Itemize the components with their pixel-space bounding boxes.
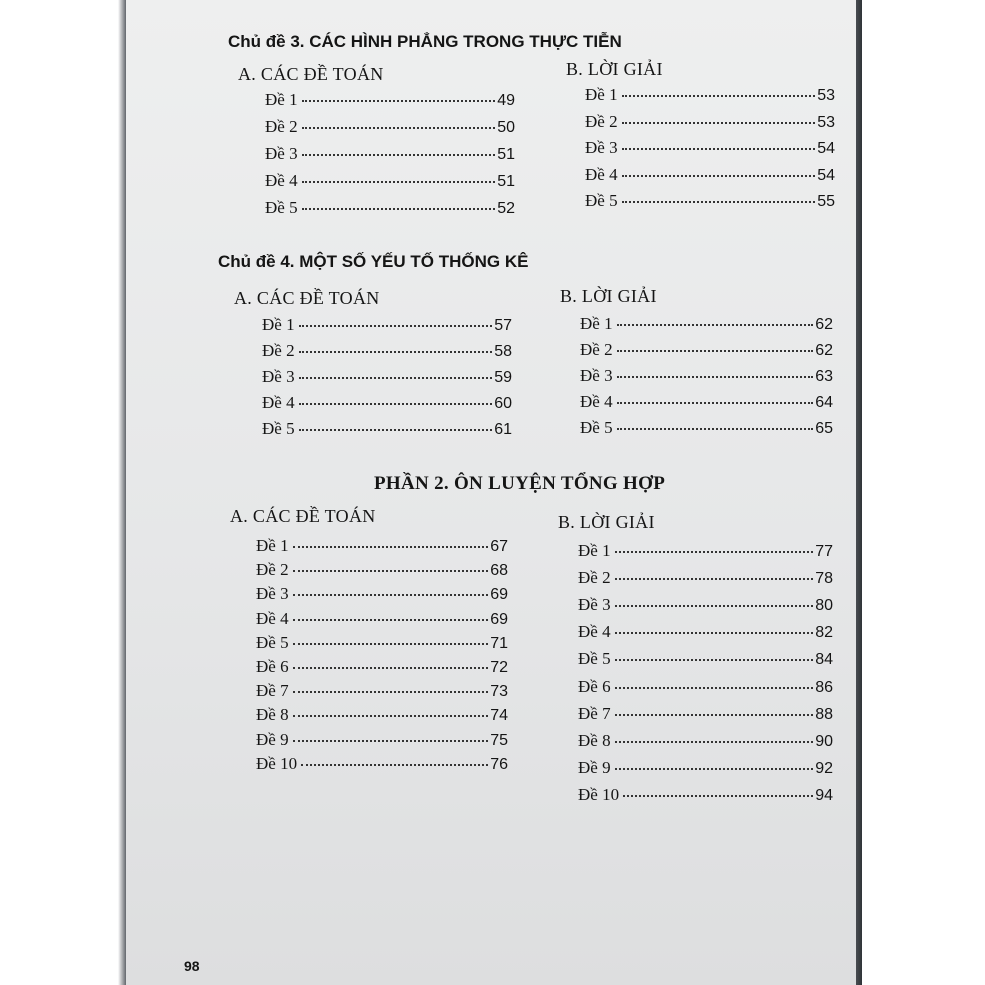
toc-entry-label: Đề 3	[580, 366, 613, 385]
toc-entry-label: Đề 6	[578, 676, 611, 696]
toc-entry-page: 59	[494, 369, 512, 386]
dot-leader	[302, 127, 496, 129]
background-left	[0, 0, 124, 985]
toc-entry-label: Đề 2	[578, 568, 611, 588]
toc-entry	[262, 367, 512, 389]
problems-heading-topic-3: A. CÁC ĐỀ TOÁN	[238, 64, 384, 84]
toc-entry-label: Đề 2	[580, 340, 613, 359]
toc-entry-page: 53	[817, 113, 835, 131]
toc-entry-page: 52	[497, 200, 515, 217]
toc-entry-page: 53	[817, 87, 835, 104]
toc-entry-label: Đề 5	[578, 649, 611, 669]
toc-entry	[578, 677, 833, 699]
toc-entry	[580, 418, 833, 440]
toc-entry-label: Đề 4	[262, 393, 295, 412]
dot-leader	[615, 605, 814, 607]
section-title-part-2: PHẦN 2. ÔN LUYỆN TỔNG HỢP	[374, 473, 666, 494]
problems-heading-topic-4: A. CÁC ĐỀ TOÁN	[234, 288, 380, 308]
dot-leader	[622, 175, 816, 177]
dot-leader	[617, 428, 814, 430]
toc-entry	[256, 730, 508, 752]
toc-entry-label: Đề 7	[578, 703, 611, 723]
toc-entry-label: Đề 4	[585, 164, 618, 184]
toc-entry-page: 60	[494, 395, 512, 412]
dot-leader	[615, 768, 814, 770]
toc-entry-page: 51	[497, 173, 515, 190]
toc-entry-label: Đề 3	[265, 144, 298, 163]
toc-entry-label: Đề 1	[265, 90, 298, 109]
toc-entry	[580, 314, 833, 336]
toc-entry-label: Đề 10	[578, 784, 620, 804]
dot-leader	[302, 181, 496, 183]
toc-entry-page: 62	[815, 316, 833, 333]
toc-entry-page: 63	[815, 368, 833, 385]
toc-entry-page: 78	[815, 570, 833, 588]
dot-leader	[622, 148, 816, 150]
toc-entry-page: 82	[815, 624, 833, 642]
toc-entry-page: 51	[497, 146, 515, 163]
toc-entry-label: Đề 5	[262, 419, 295, 438]
toc-entry-label: Đề 1	[256, 536, 289, 555]
dot-leader	[622, 95, 816, 97]
toc-entry-page: 50	[497, 119, 515, 136]
dot-leader	[301, 764, 488, 766]
toc-entry-page: 57	[494, 317, 512, 334]
dot-leader	[622, 122, 816, 124]
toc-entry-label: Đề 1	[578, 541, 611, 560]
dot-leader	[299, 403, 493, 405]
toc-entry-page: 75	[490, 731, 508, 749]
toc-entry	[265, 90, 515, 112]
dot-leader	[293, 715, 489, 717]
toc-entry-page: 69	[490, 586, 508, 604]
toc-entry	[256, 705, 508, 727]
toc-entry-label: Đề 6	[256, 657, 289, 676]
problems-heading-part-2: A. CÁC ĐỀ TOÁN	[230, 506, 376, 526]
toc-entry	[578, 731, 833, 753]
toc-entry-page: 62	[815, 342, 833, 359]
toc-entry-page: 49	[497, 92, 515, 109]
toc-entry	[580, 340, 833, 362]
toc-entry	[578, 622, 833, 644]
dot-leader	[299, 325, 493, 327]
dot-leader	[617, 350, 814, 352]
dot-leader	[293, 546, 489, 548]
dot-leader	[623, 795, 813, 797]
toc-entry-page: 88	[815, 705, 833, 723]
dot-leader	[302, 154, 496, 156]
toc-entry-label: Đề 2	[256, 560, 289, 580]
toc-entry-page: 94	[815, 786, 833, 804]
dot-leader	[617, 324, 814, 326]
toc-entry-label: Đề 8	[578, 730, 611, 750]
background-right	[858, 0, 985, 985]
dot-leader	[615, 659, 814, 661]
toc-entry-label: Đề 2	[265, 117, 298, 136]
toc-entry-page: 69	[490, 610, 508, 628]
solutions-heading-topic-3: B. LỜI GIẢI	[566, 59, 663, 79]
toc-entry	[265, 171, 515, 193]
toc-entry-page: 84	[815, 651, 833, 669]
toc-entry-label: Đề 9	[578, 757, 611, 777]
toc-entry-page: 80	[815, 597, 833, 615]
section-title-topic-4: Chủ đề 4. MỘT SỐ YẾU TỐ THỐNG KÊ	[218, 252, 529, 271]
toc-entry-label: Đề 5	[580, 418, 613, 437]
toc-entry	[256, 754, 508, 776]
toc-entry-label: Đề 4	[265, 171, 298, 190]
dot-leader	[293, 619, 489, 621]
toc-entry-page: 54	[817, 166, 835, 184]
dot-leader	[615, 714, 814, 716]
toc-entry	[578, 758, 833, 780]
toc-entry-label: Đề 4	[256, 608, 289, 628]
dot-leader	[299, 429, 493, 431]
dot-leader	[622, 201, 816, 203]
toc-entry	[585, 191, 835, 213]
toc-entry	[262, 341, 512, 363]
toc-entry	[262, 419, 512, 441]
toc-entry-label: Đề 10	[256, 753, 298, 773]
toc-entry-label: Đề 1	[262, 315, 295, 334]
section-title-topic-3: Chủ đề 3. CÁC HÌNH PHẲNG TRONG THỰC TIỄN	[228, 32, 622, 51]
toc-entry	[578, 541, 833, 563]
toc-entry-page: 71	[490, 634, 508, 652]
toc-entry-page: 76	[490, 755, 508, 773]
toc-entry	[265, 117, 515, 139]
toc-entry	[256, 560, 508, 582]
dot-leader	[617, 402, 814, 404]
toc-entry-label: Đề 1	[585, 85, 618, 104]
toc-entry-label: Đề 8	[256, 705, 289, 725]
toc-entry-page: 92	[815, 759, 833, 777]
toc-entry-page: 54	[817, 140, 835, 157]
toc-entry-page: 73	[490, 683, 508, 701]
toc-entry-page: 64	[815, 394, 833, 411]
toc-entry-label: Đề 1	[580, 314, 613, 333]
toc-entry	[256, 536, 508, 558]
toc-entry-page: 72	[490, 659, 508, 676]
toc-entry	[578, 595, 833, 617]
dot-leader	[299, 351, 493, 353]
toc-entry-page: 90	[815, 732, 833, 750]
dot-leader	[299, 377, 493, 379]
toc-entry-page: 55	[817, 193, 835, 210]
toc-entry	[256, 657, 508, 679]
toc-entry-page: 58	[494, 343, 512, 360]
toc-entry-page: 68	[490, 562, 508, 580]
toc-entry	[585, 112, 835, 134]
dot-leader	[293, 740, 489, 742]
page-number: 98	[184, 958, 200, 974]
toc-entry	[256, 609, 508, 631]
toc-entry	[585, 85, 835, 107]
toc-entry-page: 77	[815, 543, 833, 560]
toc-entry	[578, 568, 833, 590]
solutions-heading-topic-4: B. LỜI GIẢI	[560, 286, 657, 306]
toc-entry-label: Đề 3	[262, 367, 295, 386]
dot-leader	[293, 643, 489, 645]
toc-entry-label: Đề 4	[580, 392, 613, 411]
toc-entry	[256, 584, 508, 606]
solutions-heading-part-2: B. LỜI GIẢI	[558, 512, 655, 532]
dot-leader	[615, 687, 814, 689]
dot-leader	[302, 100, 496, 102]
dot-leader	[293, 570, 489, 572]
toc-entry	[578, 785, 833, 807]
toc-entry	[265, 144, 515, 166]
toc-entry	[256, 633, 508, 655]
toc-entry	[585, 165, 835, 187]
toc-entry-label: Đề 5	[265, 198, 298, 217]
toc-entry-page: 65	[815, 420, 833, 437]
dot-leader	[615, 741, 814, 743]
toc-entry-page: 86	[815, 678, 833, 696]
toc-entry-page: 74	[490, 707, 508, 725]
toc-entry-label: Đề 9	[256, 729, 289, 749]
toc-entry-label: Đề 3	[578, 595, 611, 615]
toc-entry	[265, 198, 515, 220]
dot-leader	[302, 208, 496, 210]
dot-leader	[615, 578, 814, 580]
toc-entry	[256, 681, 508, 703]
toc-entry	[262, 393, 512, 415]
dot-leader	[293, 667, 489, 669]
toc-entry	[585, 138, 835, 160]
toc-entry	[578, 704, 833, 726]
toc-entry-label: Đề 7	[256, 681, 289, 701]
toc-entry	[580, 392, 833, 414]
toc-entry-label: Đề 2	[262, 341, 295, 360]
toc-entry	[262, 315, 512, 337]
toc-entry-label: Đề 5	[585, 191, 618, 210]
toc-entry-label: Đề 2	[585, 111, 618, 131]
toc-entry-label: Đề 3	[585, 138, 618, 157]
dot-leader	[293, 691, 489, 693]
toc-entry-label: Đề 5	[256, 632, 289, 652]
toc-entry-label: Đề 4	[578, 622, 611, 642]
toc-entry	[578, 649, 833, 671]
dot-leader	[615, 551, 814, 553]
toc-entry-page: 61	[494, 421, 512, 438]
toc-entry-page: 67	[490, 538, 508, 555]
dot-leader	[617, 376, 814, 378]
toc-entry-label: Đề 3	[256, 584, 289, 604]
dot-leader	[615, 632, 814, 634]
dot-leader	[293, 594, 489, 596]
toc-entry	[580, 366, 833, 388]
